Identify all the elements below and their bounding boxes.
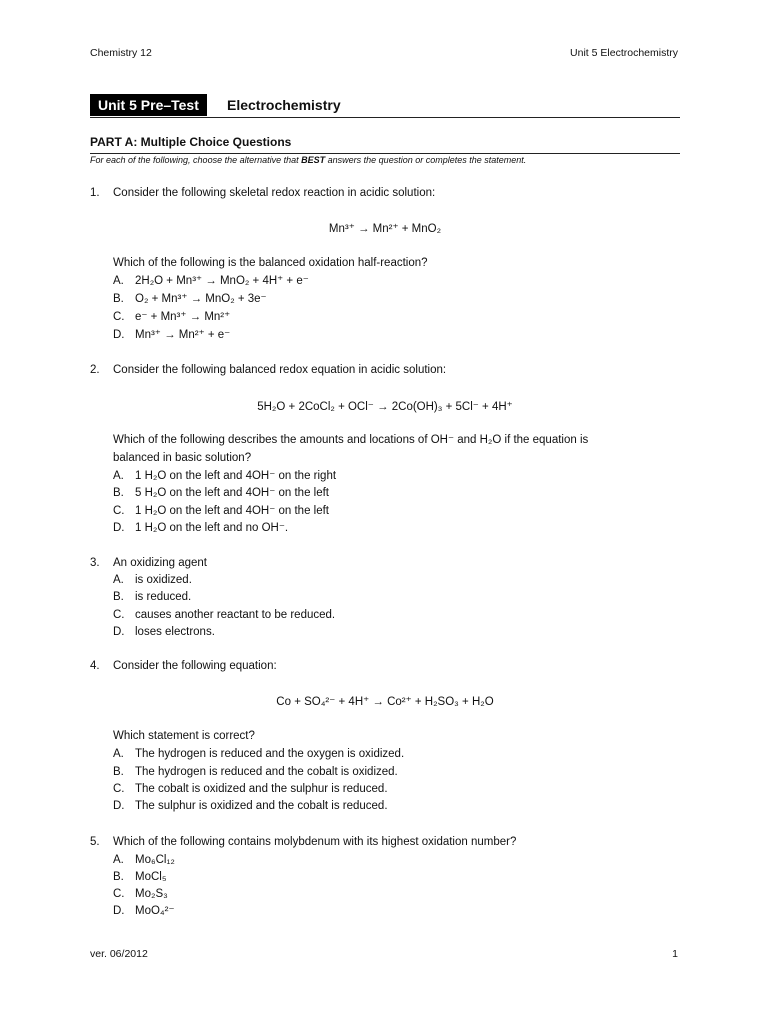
question-stem: An oxidizing agent bbox=[113, 557, 207, 569]
option-a[interactable] bbox=[113, 468, 336, 485]
option-text: The cobalt is oxidized and the sulphur is reduced. bbox=[135, 783, 388, 795]
part-rule bbox=[90, 153, 680, 154]
part-instruction bbox=[90, 155, 526, 165]
option-text: The sulphur is oxidized and the cobalt is reduced. bbox=[135, 800, 388, 812]
option-a[interactable] bbox=[113, 852, 175, 869]
option-letter: A. bbox=[113, 470, 124, 482]
question-equation: Mn³⁺ → Mn²⁺ + MnO₂ bbox=[328, 223, 442, 235]
option-letter: D. bbox=[113, 522, 125, 534]
question-equation: 5H₂O + 2CoCl₂ + OCl⁻ → 2Co(OH)₃ + 5Cl⁻ + 4H⁺ bbox=[257, 401, 513, 413]
option-text: MoCl₅ bbox=[135, 871, 167, 883]
option-text: The hydrogen is reduced and the cobalt is oxidized. bbox=[135, 766, 398, 778]
option-b[interactable] bbox=[113, 869, 166, 886]
question-equation: Co + SO₄²⁻ + 4H⁺ → Co²⁺ + H₂SO₃ + H₂O bbox=[276, 696, 494, 708]
option-letter: C. bbox=[113, 609, 125, 621]
option-letter: B. bbox=[113, 766, 124, 778]
title-subject: Electrochemistry bbox=[227, 97, 341, 113]
option-text: e⁻ + Mn³⁺ → Mn²⁺ bbox=[135, 311, 231, 323]
option-letter: A. bbox=[113, 275, 124, 287]
option-text: Mn³⁺ → Mn²⁺ + e⁻ bbox=[135, 329, 231, 341]
question-1 bbox=[90, 185, 680, 355]
question-number: 1. bbox=[90, 187, 100, 199]
option-letter: A. bbox=[113, 574, 124, 586]
header-course: Chemistry 12 bbox=[90, 47, 152, 59]
question-2 bbox=[90, 362, 680, 542]
footer-page-number: 1 bbox=[672, 948, 678, 960]
option-b[interactable] bbox=[113, 589, 191, 606]
option-letter: D. bbox=[113, 626, 125, 638]
instruction-bold: BEST bbox=[301, 155, 326, 165]
option-letter: D. bbox=[113, 905, 125, 917]
option-letter: D. bbox=[113, 800, 125, 812]
option-a[interactable] bbox=[113, 746, 404, 763]
question-stem: Which of the following contains molybdenum with its highest oxidation number? bbox=[113, 836, 517, 848]
part-title: PART A: Multiple Choice Questions bbox=[90, 135, 292, 149]
question-5 bbox=[90, 834, 680, 924]
question-stem: Consider the following balanced redox equation in acidic solution: bbox=[113, 364, 447, 376]
option-text: Mo₆Cl₁₂ bbox=[135, 854, 175, 866]
option-letter: C. bbox=[113, 888, 125, 900]
option-letter: B. bbox=[113, 591, 124, 603]
title-box: Unit 5 Pre–Test bbox=[90, 94, 207, 116]
option-text: is oxidized. bbox=[135, 574, 192, 586]
option-text: 2H₂O + Mn³⁺ → MnO₂ + 4H⁺ + e⁻ bbox=[135, 275, 309, 287]
option-c[interactable] bbox=[113, 503, 329, 520]
question-number: 5. bbox=[90, 836, 100, 848]
option-text: loses electrons. bbox=[135, 626, 215, 638]
option-b[interactable] bbox=[113, 291, 267, 308]
option-text: 1 H₂O on the left and 4OH⁻ on the left bbox=[135, 505, 330, 517]
header-unit: Unit 5 Electrochemistry bbox=[570, 47, 678, 59]
option-letter: C. bbox=[113, 505, 125, 517]
instruction-post: answers the question or completes the statement. bbox=[325, 155, 527, 165]
title-row bbox=[90, 94, 680, 118]
option-d[interactable] bbox=[113, 327, 230, 344]
option-c[interactable] bbox=[113, 309, 230, 326]
option-text: O₂ + Mn³⁺ → MnO₂ + 3e⁻ bbox=[135, 293, 267, 305]
question-prompt: Which of the following is the balanced oxidation half-reaction? bbox=[113, 257, 428, 269]
option-text: 5 H₂O on the left and 4OH⁻ on the left bbox=[135, 487, 330, 499]
option-letter: A. bbox=[113, 748, 124, 760]
option-c[interactable] bbox=[113, 607, 335, 624]
question-3 bbox=[90, 555, 680, 645]
option-d[interactable] bbox=[113, 520, 288, 537]
option-c[interactable] bbox=[113, 886, 168, 903]
option-text: is reduced. bbox=[135, 591, 192, 603]
option-letter: B. bbox=[113, 871, 124, 883]
option-letter: B. bbox=[113, 487, 124, 499]
question-prompt-line1: Which of the following describes the amounts and locations of OH⁻ and H₂O if the equation is bbox=[113, 434, 589, 446]
footer-version: ver. 06/2012 bbox=[90, 948, 148, 960]
question-prompt-line2: balanced in basic solution? bbox=[113, 452, 252, 464]
option-text: causes another reactant to be reduced. bbox=[135, 609, 336, 621]
option-d[interactable] bbox=[113, 624, 215, 641]
option-b[interactable] bbox=[113, 764, 398, 781]
option-b[interactable] bbox=[113, 485, 329, 502]
option-letter: A. bbox=[113, 854, 124, 866]
question-number: 4. bbox=[90, 660, 100, 672]
option-a[interactable] bbox=[113, 572, 192, 589]
question-stem: Consider the following skeletal redox reaction in acidic solution: bbox=[113, 187, 436, 199]
option-d[interactable] bbox=[113, 798, 388, 815]
instruction-pre: For each of the following, choose the alternative that bbox=[90, 155, 302, 165]
option-letter: D. bbox=[113, 329, 125, 341]
question-number: 3. bbox=[90, 557, 100, 569]
option-a[interactable] bbox=[113, 273, 309, 290]
option-letter: B. bbox=[113, 293, 124, 305]
option-letter: C. bbox=[113, 783, 125, 795]
option-text: Mo₂S₃ bbox=[135, 888, 168, 900]
option-text: 1 H₂O on the left and 4OH⁻ on the right bbox=[135, 470, 337, 482]
option-c[interactable] bbox=[113, 781, 388, 798]
question-stem: Consider the following equation: bbox=[113, 660, 277, 672]
option-text: MoO₄²⁻ bbox=[135, 905, 175, 917]
question-prompt: Which statement is correct? bbox=[113, 730, 255, 742]
option-text: 1 H₂O on the left and no OH⁻. bbox=[135, 522, 289, 534]
option-letter: C. bbox=[113, 311, 125, 323]
option-d[interactable] bbox=[113, 903, 175, 920]
title-rule bbox=[90, 117, 680, 118]
question-number: 2. bbox=[90, 364, 100, 376]
option-text: The hydrogen is reduced and the oxygen is oxidized. bbox=[135, 748, 405, 760]
question-4 bbox=[90, 658, 680, 823]
